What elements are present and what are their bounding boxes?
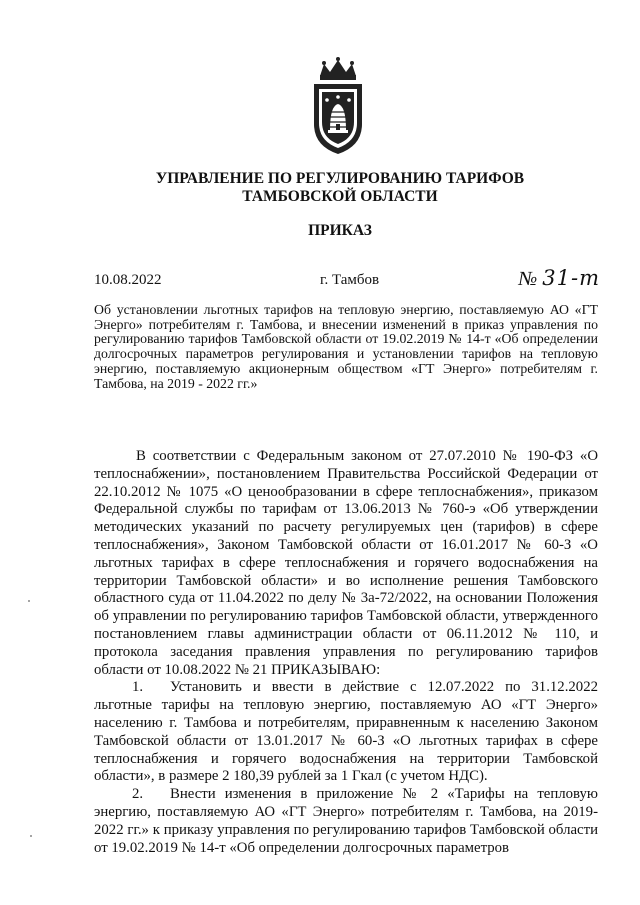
- item-text: Внести изменения в приложение № 2 «Тарифы на тепловую энергию, поставляемую АО «ГТ Энерго» потребителям г. Тамбова, на 2019-2022 гг.» к приказу управления по регулированию тарифов Тамбовской области от 19.02.2019 № 14-т «Об определении долгосрочных параметров: [94, 786, 598, 856]
- item-number: 2.: [132, 786, 144, 803]
- order-number: [518, 266, 600, 291]
- order-item: [94, 786, 598, 857]
- preamble: В соответствии с Федеральным законом от 27.07.2010 № 190-ФЗ «О теплоснабжении», постановлением Правительства Российской Федерации от 22.10.2012 № 1075 «О ценообразовании в сфере теплоснабжения», приказом Федеральной службы по тарифам от 13.06.2013 № 760-э «Об утверждении методических указаний по расчету регулируемых цен (тарифов) в сфере теплоснабжения», Законом Тамбовской области от 16.01.2017 № 60-З «О льготных тарифах в сфере теплоснабжения и горячего водоснабжения на территории Тамбовской области» и во исполнение решения Тамбовского областного суда от 11.04.2022 по делу № 3а-72/2022, на основании Положения об управлении по регулированию тарифов Тамбовской области, утвержденного постановлением главы администрации области от 06.11.2012 № 110, и протокола заседания правления управления по регулированию тарифов области от 10.08.2022 № 21 ПРИКАЗЫВАЮ:: [94, 448, 598, 678]
- order-subject: Об установлении льготных тарифов на тепловую энергию, поставляемую АО «ГТ Энерго» потребителям г. Тамбова, и внесении изменений в приказ управления по регулированию тарифов Тамбовской области от 19.02.2019 № 14-т «Об определении долгосрочных параметров регулирования и установлении тарифов на тепловую энергию, поставляемую акционерным обществом «ГТ Энерго» потребителям г. Тамбова, на 2019 - 2022 гг.»: [94, 302, 598, 391]
- order-number-prefix: №: [518, 268, 538, 290]
- scan-mark: [28, 600, 30, 602]
- item-text: Установить и ввести в действие с 12.07.2022 по 31.12.2022 льготные тарифы на тепловую энергию, поставляемую АО «ГТ Энерго» населению г. Тамбова и потребителям, приравненным к населению Законом Тамбовской области от 13.01.2017 № 60-З «О льготных тарифах в сфере теплоснабжения и горячего водоснабжения на территории Тамбовской области», в размере 2 180,39 рублей за 1 Гкал (с учетом НДС).: [94, 679, 598, 785]
- organization-line-2: ТАМБОВСКОЙ ОБЛАСТИ: [242, 188, 438, 205]
- order-meta: [94, 266, 600, 296]
- scan-mark: [30, 835, 32, 837]
- order-city: г. Тамбов: [320, 272, 380, 288]
- tambov-coat-of-arms-icon: [306, 56, 370, 156]
- organization-line-1: УПРАВЛЕНИЕ ПО РЕГУЛИРОВАНИЮ ТАРИФОВ: [155, 170, 525, 187]
- document-type: ПРИКАЗ: [308, 222, 372, 239]
- order-number-value: 31-т: [542, 266, 600, 290]
- item-number: 1.: [132, 679, 144, 696]
- order-date: 10.08.2022: [94, 272, 162, 288]
- order-item: [94, 679, 598, 786]
- organization-name: [60, 170, 620, 206]
- order-body: [94, 448, 598, 857]
